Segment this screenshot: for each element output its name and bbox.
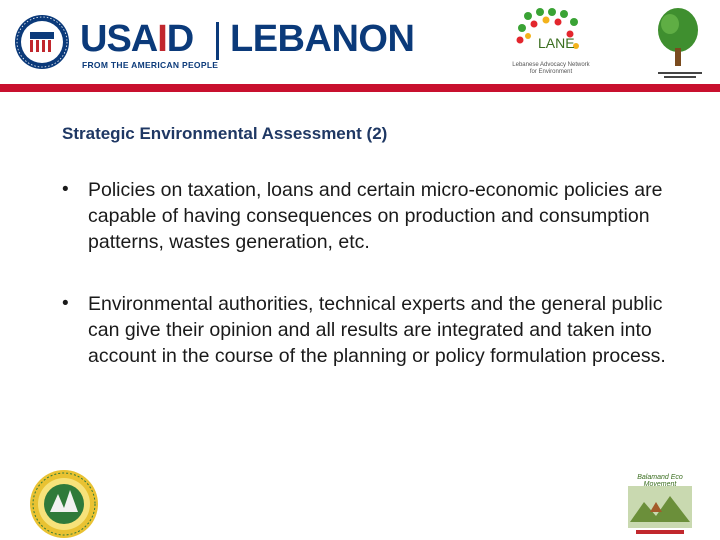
- slide-title: Strategic Environmental Assessment (2): [62, 124, 388, 143]
- bullet-text: Policies on taxation, loans and certain micro-economic policies are capable of having consequences on production and consumption patterns, wastes generation, etc.: [88, 179, 663, 253]
- usaid-seal-icon: [14, 14, 70, 70]
- country-label: LEBANON: [230, 18, 415, 60]
- tree-logo-icon: [648, 4, 710, 82]
- bullet-item: [62, 177, 672, 255]
- bullet-icon: •: [62, 293, 69, 314]
- header-divider: [216, 22, 219, 60]
- eco-movement-label: Balamand Eco Movement: [637, 474, 683, 488]
- bullet-text: Environmental authorities, technical experts and the general public can give their opinion and all results are integrated and taken into account in the course of the planning or policy formulation process.: [88, 293, 666, 367]
- lane-caption: Lebanese Advocacy Network for Environment: [512, 62, 590, 75]
- bullet-icon: •: [62, 179, 69, 200]
- header-banner: [0, 0, 720, 84]
- lane-logo-text: LANE: [538, 35, 575, 51]
- usaid-wordmark: USAID: [80, 18, 194, 60]
- usaid-tagline: FROM THE AMERICAN PEOPLE: [82, 60, 219, 70]
- bullet-list: [62, 177, 672, 405]
- bullet-item: [62, 291, 672, 369]
- university-seal-icon: [28, 464, 100, 540]
- header-red-bar: [0, 84, 720, 92]
